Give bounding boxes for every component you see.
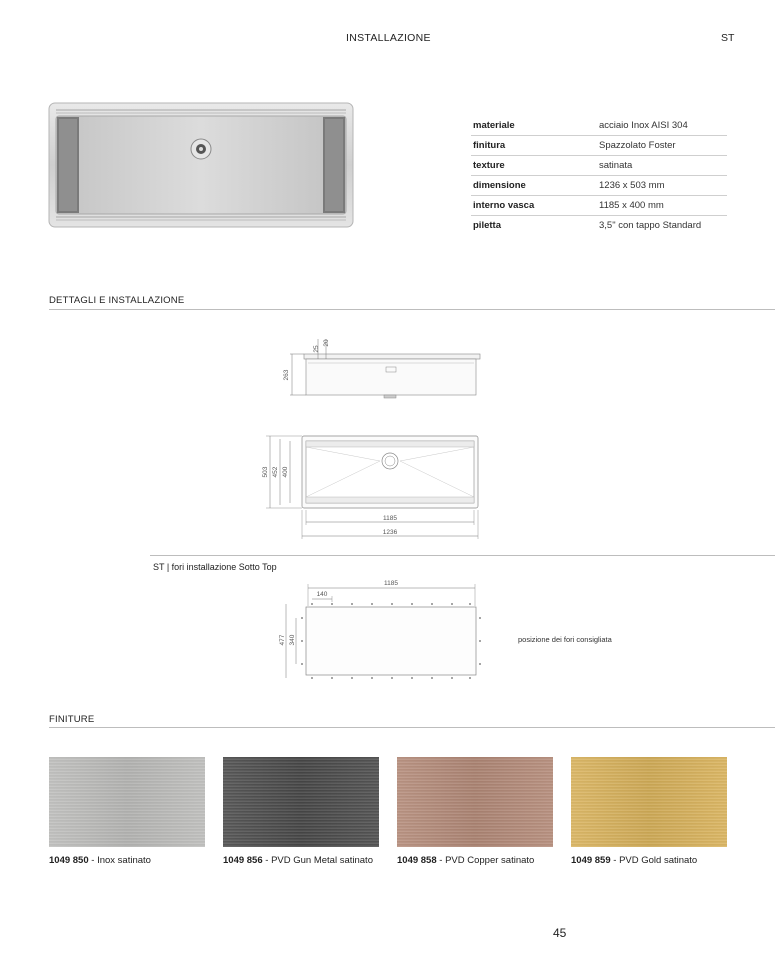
spec-value: 3,5" con tappo Standard <box>599 220 702 231</box>
finish-code: 1049 856 <box>223 855 263 866</box>
section-heading-finishes: FINITURE <box>49 714 95 725</box>
spec-value: 1236 x 503 mm <box>597 176 727 196</box>
dim-20: 20 <box>323 339 330 347</box>
page-title: INSTALLAZIONE <box>346 32 431 44</box>
finish-code: 1049 850 <box>49 855 89 866</box>
section-divider <box>150 555 775 556</box>
finish-swatch-inox <box>49 757 205 847</box>
finish-swatch-gun-metal <box>223 757 379 847</box>
dim-263: 263 <box>283 369 290 381</box>
spec-value: satinata <box>597 156 727 176</box>
finish-name: - Inox satinato <box>88 855 151 866</box>
side-view-drawing <box>278 333 484 401</box>
dim-452: 452 <box>272 466 279 478</box>
dim-400: 400 <box>282 466 289 478</box>
finish-code: 1049 859 <box>571 855 611 866</box>
spec-value: acciaio Inox AISI 304 <box>597 116 727 136</box>
dim-503: 503 <box>262 466 269 478</box>
finish-swatch-copper <box>397 757 553 847</box>
page-number: 45 <box>553 926 567 940</box>
sink-product-image <box>48 102 354 228</box>
spec-label: interno vasca <box>471 196 597 216</box>
top-view-drawing <box>256 432 482 540</box>
finish-name: - PVD Copper satinato <box>436 855 535 866</box>
finish-label <box>571 855 697 866</box>
spec-value: Spazzolato Foster <box>597 136 727 156</box>
dim-140: 140 <box>316 591 328 598</box>
finish-code: 1049 858 <box>397 855 437 866</box>
spec-label: materiale <box>471 116 597 136</box>
holes-title: ST | fori installazione Sotto Top <box>153 562 277 572</box>
section-divider <box>49 727 775 728</box>
spec-value: 1185 x 400 mm <box>597 196 727 216</box>
section-divider <box>49 309 775 310</box>
finish-label <box>397 855 534 866</box>
dim-1185: 1185 <box>384 580 398 587</box>
finish-name: - PVD Gold satinato <box>610 855 698 866</box>
spec-row <box>471 136 727 156</box>
section-heading-details: DETTAGLI E INSTALLAZIONE <box>49 295 185 306</box>
finish-swatch-gold <box>571 757 727 847</box>
spec-table <box>471 116 727 235</box>
spec-label: piletta <box>473 220 501 231</box>
spec-label: finitura <box>471 136 597 156</box>
dim-1236: 1236 <box>382 529 398 536</box>
holes-drawing <box>274 578 486 682</box>
spec-label: dimensione <box>471 176 597 196</box>
finish-name: - PVD Gun Metal satinato <box>262 855 373 866</box>
spec-row <box>471 176 727 196</box>
spec-row <box>471 196 727 216</box>
dim-340: 340 <box>289 634 296 646</box>
spec-row <box>471 116 727 136</box>
dim-1185: 1185 <box>383 515 397 522</box>
spec-label: texture <box>471 156 597 176</box>
spec-row <box>471 216 727 236</box>
dim-25: 25 <box>313 345 320 353</box>
holes-note: posizione dei fori consigliata <box>518 635 612 644</box>
dim-477: 477 <box>279 634 286 646</box>
spec-row <box>471 156 727 176</box>
finish-label <box>49 855 151 866</box>
model-code: ST <box>721 32 735 44</box>
finish-label <box>223 855 373 866</box>
